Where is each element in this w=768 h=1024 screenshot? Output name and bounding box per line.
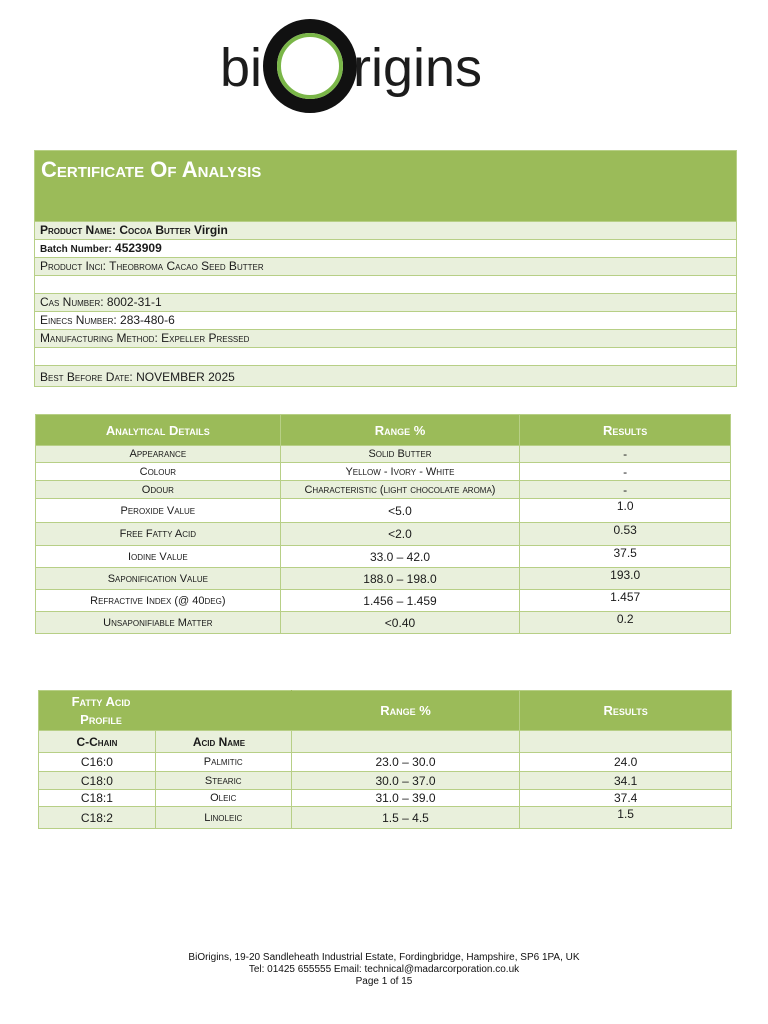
table-row (36, 590, 731, 612)
table-row (39, 807, 732, 829)
page-footer (0, 952, 768, 988)
c-chain: C18:1 (39, 790, 156, 807)
empty-row (35, 347, 736, 365)
param-result: - (520, 446, 731, 463)
product-name-label: Product Name: (40, 223, 116, 237)
acid-name: Stearic (155, 772, 291, 790)
param-range: Characteristic (light chocolate aroma) (280, 481, 520, 499)
analytical-header-row (36, 415, 731, 446)
param-result: 0.2 (520, 612, 731, 634)
acid-range: 30.0 – 37.0 (291, 772, 520, 790)
param-name: Refractive Index (@ 40deg) (36, 590, 281, 612)
product-name-suffix: Virgin (194, 223, 228, 237)
table-row (36, 446, 731, 463)
einecs-label: Einecs Number: (40, 313, 117, 327)
acid-range: 23.0 – 30.0 (291, 753, 520, 772)
certificate-title: Certificate Of Analysis (35, 151, 736, 221)
table-row (36, 523, 731, 546)
param-name: Odour (36, 481, 281, 499)
param-result: 193.0 (520, 568, 731, 590)
subheader-empty (520, 731, 732, 753)
batch-label: Batch Number: (40, 244, 112, 255)
header-analytical-details: Analytical Details (36, 415, 281, 446)
company-logo (0, 14, 768, 124)
param-range: <5.0 (280, 499, 520, 523)
table-row (39, 790, 732, 807)
table-row (36, 463, 731, 481)
c-chain: C18:0 (39, 772, 156, 790)
footer-contact: Tel: 01425 655555 Email: technical@madarcorporation.co.uk (248, 964, 520, 975)
param-name: Iodine Value (36, 546, 281, 568)
fatty-acid-header-row (39, 691, 732, 731)
certificate-block (34, 150, 737, 387)
best-before-value: NOVEMBER 2025 (136, 370, 235, 384)
acid-name: Linoleic (155, 807, 291, 829)
table-row (36, 612, 731, 634)
acid-result: 24.0 (520, 753, 732, 772)
subheader-acid-name: Acid Name (155, 731, 291, 753)
acid-result: 37.4 (520, 790, 732, 807)
acid-range: 1.5 – 4.5 (291, 807, 520, 829)
product-name-row (35, 221, 736, 239)
param-range: Solid Butter (280, 446, 520, 463)
header-range: Range % (291, 691, 520, 731)
table-row (36, 481, 731, 499)
table-row (36, 499, 731, 523)
product-name-value: Cocoa Butter (119, 223, 191, 237)
param-range: <0.40 (280, 612, 520, 634)
param-result: 1.0 (520, 499, 731, 523)
cas-value: 8002-31-1 (106, 295, 162, 309)
param-range: <2.0 (280, 523, 520, 546)
param-range: 188.0 – 198.0 (280, 568, 520, 590)
param-name: Unsaponifiable Matter (36, 612, 281, 634)
header-fatty-acid-profile: Fatty Acid Profile (39, 691, 292, 731)
einecs-value: 283-480-6 (120, 313, 175, 327)
footer-address: BiOrigins, 19-20 Sandleheath Industrial Estate, Fordingbridge, Hampshire, SP6 1PA, UK (188, 952, 580, 963)
table-row (36, 568, 731, 590)
param-range: 1.456 – 1.459 (280, 590, 520, 612)
param-result: 1.457 (520, 590, 731, 612)
acid-result: 34.1 (520, 772, 732, 790)
c-chain: C18:2 (39, 807, 156, 829)
fatty-acid-table (38, 690, 732, 829)
fatty-acid-subheader-row (39, 731, 732, 753)
inci-row (35, 257, 736, 275)
inci-value: Theobroma Cacao Seed Butter (109, 259, 264, 273)
param-name: Saponification Value (36, 568, 281, 590)
einecs-row (35, 311, 736, 329)
logo-text-left: bi (220, 38, 263, 98)
logo-text-right: rigins (353, 38, 483, 98)
table-row (36, 546, 731, 568)
param-name: Colour (36, 463, 281, 481)
subheader-empty (291, 731, 520, 753)
table-row (39, 772, 732, 790)
best-before-row (35, 365, 736, 386)
acid-name: Oleic (155, 790, 291, 807)
cas-label: Cas Number: (40, 295, 104, 309)
acid-range: 31.0 – 39.0 (291, 790, 520, 807)
analytical-table (35, 414, 731, 634)
param-result: - (520, 481, 731, 499)
param-result: 0.53 (520, 523, 731, 546)
batch-row (35, 239, 736, 257)
acid-result: 1.5 (520, 807, 732, 829)
param-result: 37.5 (520, 546, 731, 568)
empty-row (35, 275, 736, 293)
subheader-c-chain: C-Chain (39, 731, 156, 753)
header-results: Results (520, 415, 731, 446)
inci-label: Product Inci: (40, 259, 107, 273)
method-value: Expeller Pressed (161, 331, 250, 345)
footer-page-number: Page 1 of 15 (355, 976, 413, 987)
cas-row (35, 293, 736, 311)
param-result: - (520, 463, 731, 481)
param-range: 33.0 – 42.0 (280, 546, 520, 568)
header-results: Results (520, 691, 732, 731)
param-name: Appearance (36, 446, 281, 463)
method-row (35, 329, 736, 347)
best-before-label: Best Before Date: (40, 370, 133, 384)
table-row (39, 753, 732, 772)
param-name: Peroxide Value (36, 499, 281, 523)
param-range: Yellow - Ivory - White (280, 463, 520, 481)
acid-name: Palmitic (155, 753, 291, 772)
method-label: Manufacturing Method: (40, 331, 158, 345)
biorigins-logo-icon (220, 14, 520, 124)
c-chain: C16:0 (39, 753, 156, 772)
header-range: Range % (280, 415, 520, 446)
param-name: Free Fatty Acid (36, 523, 281, 546)
batch-value: 4523909 (115, 241, 162, 255)
